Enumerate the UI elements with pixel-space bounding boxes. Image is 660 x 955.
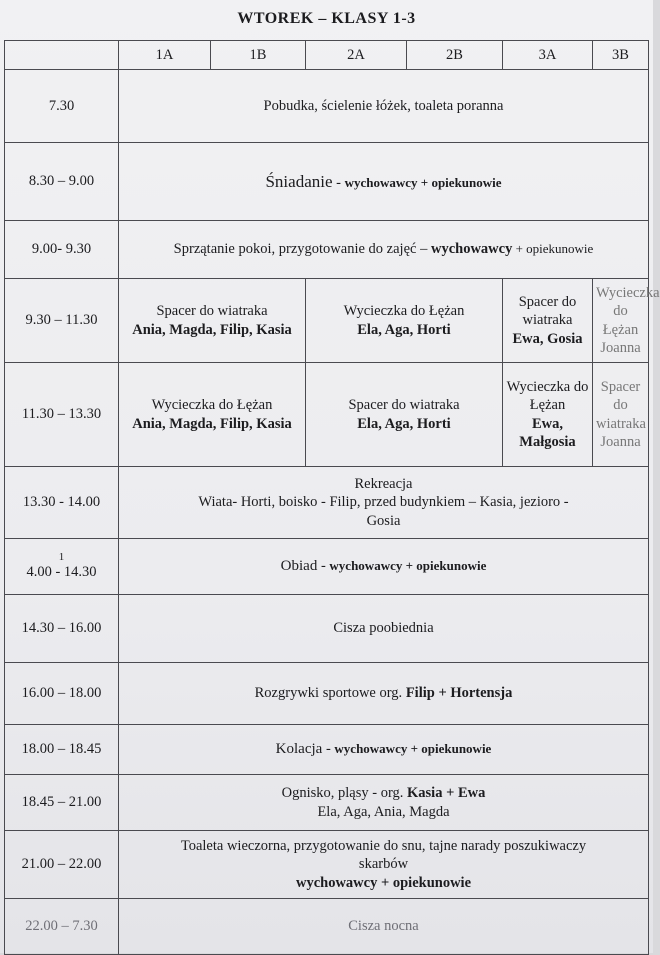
group-activity: Wycieczka do Łężan — [596, 285, 660, 338]
group-4-cell — [593, 363, 649, 467]
activity-text: Toaleta wieczorna, przygotowanie do snu, tajne narady poszukiwaczy — [180, 838, 587, 855]
group-people: Ela, Aga, Horti — [357, 321, 451, 338]
page-title: WTOREK – KLASY 1-3 — [237, 10, 416, 27]
group-1-cell — [119, 279, 306, 363]
table-row — [5, 70, 649, 143]
table-row — [5, 775, 649, 831]
class-1a: 1A — [119, 41, 211, 70]
activity-detail: Wiata- Horti, boisko - Filip, przed budynkiem – Kasia, jezioro - — [198, 494, 569, 511]
staff-text: wychowawcy — [430, 241, 513, 258]
group-activity: Spacer do wiatraka — [348, 397, 460, 414]
activity-cell: Pobudka, ścielenie łóżek, toaleta poranna — [119, 70, 649, 143]
activity-detail: Ela, Aga, Ania, Magda — [317, 803, 450, 820]
time-cell: 11.30 – 13.30 — [5, 363, 119, 467]
time-cell: 8.30 – 9.00 — [5, 143, 119, 221]
group-3-cell — [503, 279, 593, 363]
table-row — [5, 279, 649, 363]
group-activity: Wycieczka do Łężan — [506, 379, 589, 414]
time-cell: 22.00 – 7.30 — [5, 899, 119, 955]
table-row — [5, 221, 649, 279]
time-cell — [5, 539, 119, 595]
activity-text: Rekreacja — [354, 476, 413, 493]
separator: - — [317, 558, 330, 575]
activity-cell — [119, 775, 649, 831]
activity-cell — [119, 143, 649, 221]
separator: - — [332, 174, 345, 191]
group-activity: Wycieczka do Łężan — [343, 303, 465, 320]
activity-text: Śniadanie — [265, 171, 333, 191]
activity-text: Obiad — [280, 558, 318, 575]
group-3-cell — [503, 363, 593, 467]
class-3a: 3A — [503, 41, 593, 70]
table-row — [5, 899, 649, 955]
time-cell: 18.45 – 21.00 — [5, 775, 119, 831]
group-people: Ela, Aga, Horti — [357, 415, 451, 432]
group-activity: Spacer do wiatraka — [518, 294, 577, 329]
class-3b: 3B — [593, 41, 649, 70]
class-header-row — [5, 41, 649, 70]
staff-text: Filip + Hortensja — [405, 685, 513, 702]
table-row — [5, 663, 649, 725]
group-4-cell — [593, 279, 660, 363]
table-row — [5, 595, 649, 663]
time-prefix: 1 — [58, 550, 65, 563]
time-cell: 9.30 – 11.30 — [5, 279, 119, 363]
table-row — [5, 143, 649, 221]
time-cell: 21.00 – 22.00 — [5, 831, 119, 899]
group-activity: Wycieczka do Łężan — [151, 397, 273, 414]
time-cell: 14.30 – 16.00 — [5, 595, 119, 663]
table-row — [5, 831, 649, 899]
group-2-cell — [306, 279, 503, 363]
group-activity: Spacer do wiatraka — [596, 379, 646, 432]
activity-cell: Cisza poobiednia — [119, 595, 649, 663]
activity-text: Sprzątanie pokoi, przygotowanie do zajęć – — [173, 241, 431, 258]
group-people: Ewa, Gosia — [512, 330, 583, 347]
staff-text: wychowawcy + opiekunowie — [295, 874, 472, 891]
group-people: Ania, Magda, Filip, Kasia — [132, 321, 292, 338]
activity-cell — [119, 221, 649, 279]
staff-text: wychowawcy + opiekunowie — [344, 174, 502, 190]
activity-detail: Gosia — [366, 512, 401, 529]
group-activity: Spacer do wiatraka — [156, 303, 268, 320]
group-people: Joanna — [600, 339, 641, 356]
activity-cell — [119, 663, 649, 725]
time-value: 4.00 - 14.30 — [26, 563, 97, 580]
group-1-cell — [119, 363, 306, 467]
activity-text-cont: skarbów — [358, 856, 409, 873]
class-2b: 2B — [407, 41, 503, 70]
header-empty — [5, 41, 119, 70]
activity-text: Kolacja — [275, 741, 323, 758]
activity-cell — [119, 467, 649, 539]
time-cell: 13.30 - 14.00 — [5, 467, 119, 539]
class-1b: 1B — [211, 41, 306, 70]
group-people: Ewa, Małgosia — [519, 415, 576, 450]
staff-tail: + opiekunowie — [512, 241, 594, 257]
class-2a: 2A — [306, 41, 407, 70]
time-cell: 16.00 – 18.00 — [5, 663, 119, 725]
activity-cell: Cisza nocna — [119, 899, 649, 955]
table-row — [5, 539, 649, 595]
separator: - — [322, 741, 335, 758]
activity-text: Rozgrywki sportowe org. — [254, 685, 406, 702]
activity-cell — [119, 831, 649, 899]
table-row — [5, 467, 649, 539]
schedule-table — [4, 40, 660, 955]
staff-text: Kasia + Ewa — [407, 785, 486, 802]
staff-text: wychowawcy + opiekunowie — [334, 741, 492, 757]
activity-text: Ognisko, pląsy - org. — [281, 785, 408, 802]
staff-text: wychowawcy + opiekunowie — [329, 558, 487, 574]
table-row — [5, 363, 649, 467]
group-people: Joanna — [600, 433, 641, 450]
time-cell: 18.00 – 18.45 — [5, 725, 119, 775]
time-cell: 9.00- 9.30 — [5, 221, 119, 279]
activity-cell — [119, 539, 649, 595]
table-row — [5, 725, 649, 775]
activity-cell — [119, 725, 649, 775]
group-2-cell — [306, 363, 503, 467]
group-people: Ania, Magda, Filip, Kasia — [132, 415, 292, 432]
time-cell: 7.30 — [5, 70, 119, 143]
